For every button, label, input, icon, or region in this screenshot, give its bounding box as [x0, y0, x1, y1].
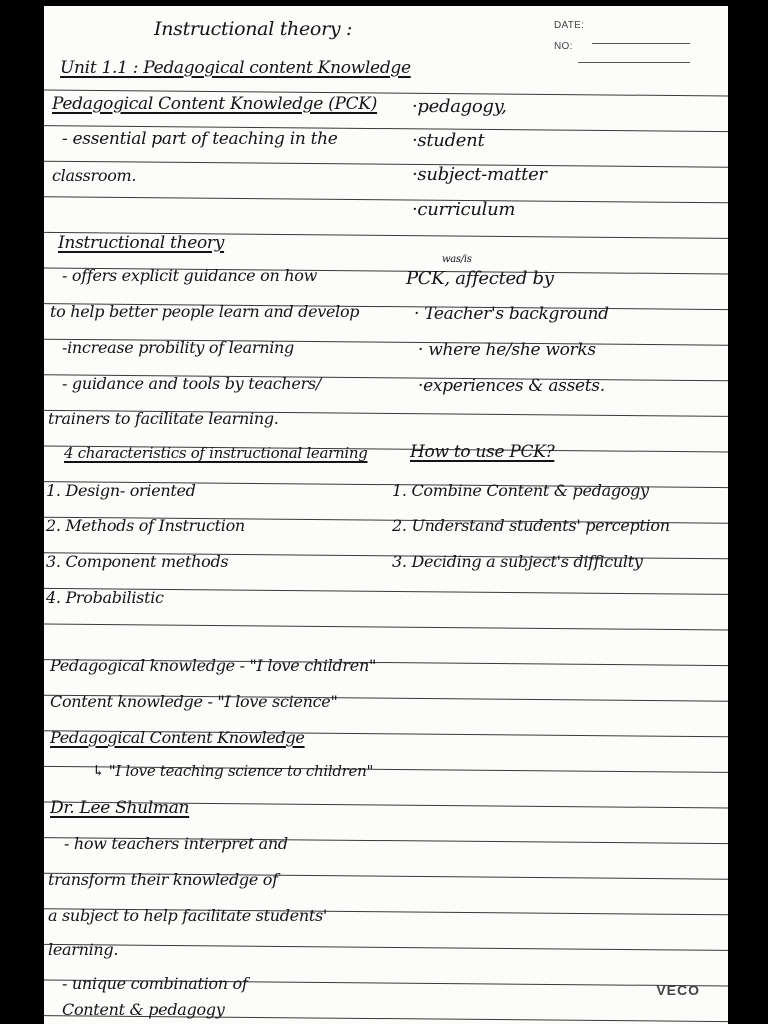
characteristic-2: 2. Methods of Instruction — [46, 516, 245, 535]
example-content-knowledge: Content knowledge - "I love science" — [50, 692, 338, 711]
example-pck: Pedagogical Content Knowledge — [50, 728, 305, 747]
shulman-heading: Dr. Lee Shulman — [50, 798, 190, 818]
characteristic-3: 3. Component methods — [46, 552, 229, 571]
pck-component-curriculum: ·curriculum — [412, 199, 516, 220]
date-line — [592, 43, 690, 44]
characteristic-1: 1. Design- oriented — [46, 481, 196, 500]
characteristics-heading: 4 characteristics of instructional learning — [64, 444, 368, 462]
instructional-theory-line-1: - offers explicit guidance on how — [62, 266, 317, 285]
no-label: NO: — [554, 41, 573, 52]
no-line — [578, 62, 690, 63]
shulman-line-3: a subject to help facilitate students' — [48, 906, 327, 925]
affected-by-item-1: · Teacher's background — [414, 304, 609, 324]
affected-by-heading: PCK, affected by — [406, 268, 554, 289]
pck-definition-2: classroom. — [52, 166, 137, 185]
notebook-page — [44, 6, 728, 1024]
instructional-theory-line-5: trainers to facilitate learning. — [48, 409, 279, 428]
instructional-theory-line-3: -increase probility of learning — [62, 338, 294, 357]
affected-by-item-3: ·experiences & assets. — [418, 376, 605, 396]
pck-component-subject-matter: ·subject-matter — [412, 164, 547, 185]
affected-by-superscript: was/is — [442, 254, 472, 265]
characteristic-4: 4. Probabilistic — [46, 588, 164, 607]
date-label: DATE: — [554, 20, 585, 31]
shulman-line-6: Content & pedagogy — [62, 1000, 225, 1019]
how-to-use-heading: How to use PCK? — [410, 442, 555, 462]
notebook-brand-logo: VECO — [656, 982, 700, 998]
how-to-use-item-1: 1. Combine Content & pedagogy — [392, 481, 649, 500]
shulman-line-4: learning. — [48, 940, 119, 959]
instructional-theory-heading: Instructional theory — [58, 233, 225, 253]
shulman-line-2: transform their knowledge of — [48, 870, 278, 889]
how-to-use-item-3: 3. Deciding a subject's difficulty — [392, 552, 643, 571]
page-title: Instructional theory : — [154, 18, 353, 40]
example-pedagogical-knowledge: Pedagogical knowledge - "I love children" — [50, 656, 377, 675]
affected-by-item-2: · where he/she works — [418, 340, 596, 360]
pck-component-pedagogy: ·pedagogy, — [412, 96, 507, 117]
how-to-use-item-2: 2. Understand students' perception — [392, 516, 670, 535]
shulman-line-1: - how teachers interpret and — [64, 834, 288, 853]
instructional-theory-line-4: - guidance and tools by teachers/ — [62, 374, 321, 393]
shulman-line-5: - unique combination of — [62, 974, 248, 993]
unit-heading: Unit 1.1 : Pedagogical content Knowledge — [60, 58, 411, 78]
pck-component-student: ·student — [412, 130, 485, 151]
instructional-theory-line-2: to help better people learn and develop — [50, 302, 360, 321]
pck-definition-1: - essential part of teaching in the — [62, 129, 338, 149]
pck-heading: Pedagogical Content Knowledge (PCK) — [52, 94, 378, 114]
example-pck-quote: ↳ "I love teaching science to children" — [92, 762, 374, 780]
